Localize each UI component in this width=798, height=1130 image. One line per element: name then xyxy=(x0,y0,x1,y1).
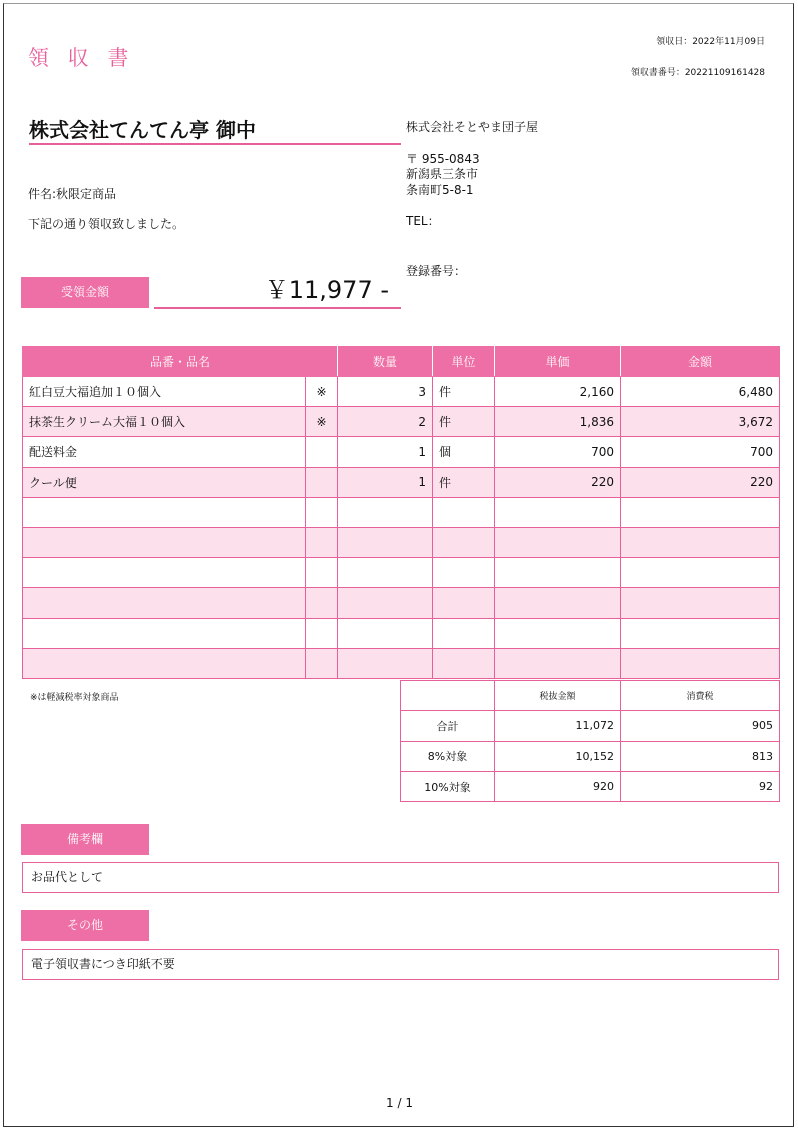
item-quantity xyxy=(338,497,433,527)
recipient-name: 株式会社てんてん亭 御中 xyxy=(29,114,401,145)
page-indicator: 1 / 1 xyxy=(386,1096,413,1110)
tax-row xyxy=(401,771,780,801)
received-amount: ￥11,977 - xyxy=(154,273,401,309)
receipt-page xyxy=(3,3,794,1127)
reduced-tax-mark xyxy=(306,648,338,678)
reduced-tax-mark xyxy=(306,467,338,497)
tax-row xyxy=(401,741,780,771)
item-unit-price: 220 xyxy=(495,467,621,497)
item-unit xyxy=(433,497,495,527)
tax-header-pretax: 税抜金額 xyxy=(495,681,621,711)
reduced-tax-mark xyxy=(306,558,338,588)
item-quantity xyxy=(338,648,433,678)
item-amount xyxy=(621,527,780,557)
reduced-tax-mark: ※ xyxy=(306,407,338,437)
item-name: 紅白豆大福追加１０個入 xyxy=(23,377,306,407)
item-unit-price: 1,836 xyxy=(495,407,621,437)
item-name xyxy=(23,558,306,588)
subject: 件名:秋限定商品 xyxy=(28,187,117,201)
item-unit xyxy=(433,648,495,678)
item-name: 抹茶生クリーム大福１０個入 xyxy=(23,407,306,437)
item-name: クール便 xyxy=(23,467,306,497)
receipt-number: 領収書番号：20221109161428 xyxy=(630,68,765,78)
reduced-tax-mark xyxy=(306,437,338,467)
table-row xyxy=(23,497,780,527)
document-title: 領 収 書 xyxy=(28,46,135,70)
item-unit: 件 xyxy=(433,467,495,497)
tax-row-label: 合計 xyxy=(401,711,495,741)
table-row xyxy=(23,467,780,497)
remarks-text: お品代として xyxy=(22,862,779,893)
item-quantity: 1 xyxy=(338,437,433,467)
item-name xyxy=(23,618,306,648)
item-amount xyxy=(621,588,780,618)
item-name xyxy=(23,588,306,618)
item-quantity: 1 xyxy=(338,467,433,497)
reduced-tax-mark xyxy=(306,588,338,618)
item-amount xyxy=(621,618,780,648)
tax-row-tax: 813 xyxy=(621,741,780,771)
issuer-postal: 〒 955-0843 xyxy=(406,152,480,166)
item-unit-price xyxy=(495,618,621,648)
item-name xyxy=(23,527,306,557)
item-unit-price: 2,160 xyxy=(495,377,621,407)
item-unit: 件 xyxy=(433,407,495,437)
item-unit xyxy=(433,558,495,588)
item-quantity xyxy=(338,618,433,648)
item-unit-price xyxy=(495,497,621,527)
item-amount: 3,672 xyxy=(621,407,780,437)
tax-header-row xyxy=(401,681,780,711)
item-unit: 件 xyxy=(433,377,495,407)
tax-row-tax: 92 xyxy=(621,771,780,801)
reduced-tax-mark: ※ xyxy=(306,377,338,407)
remarks-label: 備考欄 xyxy=(21,824,149,855)
table-row xyxy=(23,618,780,648)
table-row xyxy=(23,407,780,437)
item-unit xyxy=(433,588,495,618)
item-amount: 700 xyxy=(621,437,780,467)
item-quantity xyxy=(338,588,433,618)
item-unit xyxy=(433,527,495,557)
item-unit xyxy=(433,618,495,648)
header-quantity: 数量 xyxy=(338,347,433,377)
item-amount: 220 xyxy=(621,467,780,497)
issuer-company: 株式会社そとやま団子屋 xyxy=(406,120,539,134)
header-unit: 単位 xyxy=(433,347,495,377)
items-table xyxy=(22,346,780,679)
item-name xyxy=(23,497,306,527)
item-quantity xyxy=(338,558,433,588)
item-quantity: 3 xyxy=(338,377,433,407)
tax-row-pretax: 11,072 xyxy=(495,711,621,741)
table-row xyxy=(23,437,780,467)
table-row xyxy=(23,588,780,618)
issue-date: 領収日：2022年11月09日 xyxy=(656,37,765,47)
items-header-row xyxy=(23,347,780,377)
tax-summary-table xyxy=(400,680,780,802)
tax-row-pretax: 920 xyxy=(495,771,621,801)
item-amount xyxy=(621,497,780,527)
item-unit-price xyxy=(495,588,621,618)
item-amount xyxy=(621,648,780,678)
header-unit-price: 単価 xyxy=(495,347,621,377)
table-row xyxy=(23,377,780,407)
tax-header-blank xyxy=(401,681,495,711)
issuer-address-line2: 条南町5-8-1 xyxy=(406,183,474,197)
item-amount xyxy=(621,558,780,588)
reduced-tax-mark xyxy=(306,497,338,527)
item-name xyxy=(23,648,306,678)
tax-row-tax: 905 xyxy=(621,711,780,741)
table-row xyxy=(23,527,780,557)
tax-row xyxy=(401,711,780,741)
header-item-name: 品番・品名 xyxy=(23,347,338,377)
issuer-address-line1: 新潟県三条市 xyxy=(406,167,479,181)
other-label: その他 xyxy=(21,910,149,941)
tax-row-label: 8%対象 xyxy=(401,741,495,771)
table-row xyxy=(23,558,780,588)
item-name: 配送料金 xyxy=(23,437,306,467)
item-unit-price xyxy=(495,558,621,588)
item-unit-price xyxy=(495,527,621,557)
reduced-tax-mark xyxy=(306,618,338,648)
item-quantity: 2 xyxy=(338,407,433,437)
tax-row-pretax: 10,152 xyxy=(495,741,621,771)
issuer-registration: 登録番号： xyxy=(406,264,467,278)
item-quantity xyxy=(338,527,433,557)
tax-row-label: 10%対象 xyxy=(401,771,495,801)
tax-header-tax: 消費税 xyxy=(621,681,780,711)
header-amount: 金額 xyxy=(621,347,780,377)
issuer-tel: TEL： xyxy=(406,214,440,228)
item-unit: 個 xyxy=(433,437,495,467)
item-unit-price xyxy=(495,648,621,678)
reduced-tax-note: ※は軽減税率対象商品 xyxy=(30,693,119,703)
receipt-message: 下記の通り領収致しました。 xyxy=(28,217,185,231)
other-text: 電子領収書につき印紙不要 xyxy=(22,949,779,980)
reduced-tax-mark xyxy=(306,527,338,557)
item-unit-price: 700 xyxy=(495,437,621,467)
table-row xyxy=(23,648,780,678)
amount-label: 受領金額 xyxy=(21,277,149,308)
item-amount: 6,480 xyxy=(621,377,780,407)
